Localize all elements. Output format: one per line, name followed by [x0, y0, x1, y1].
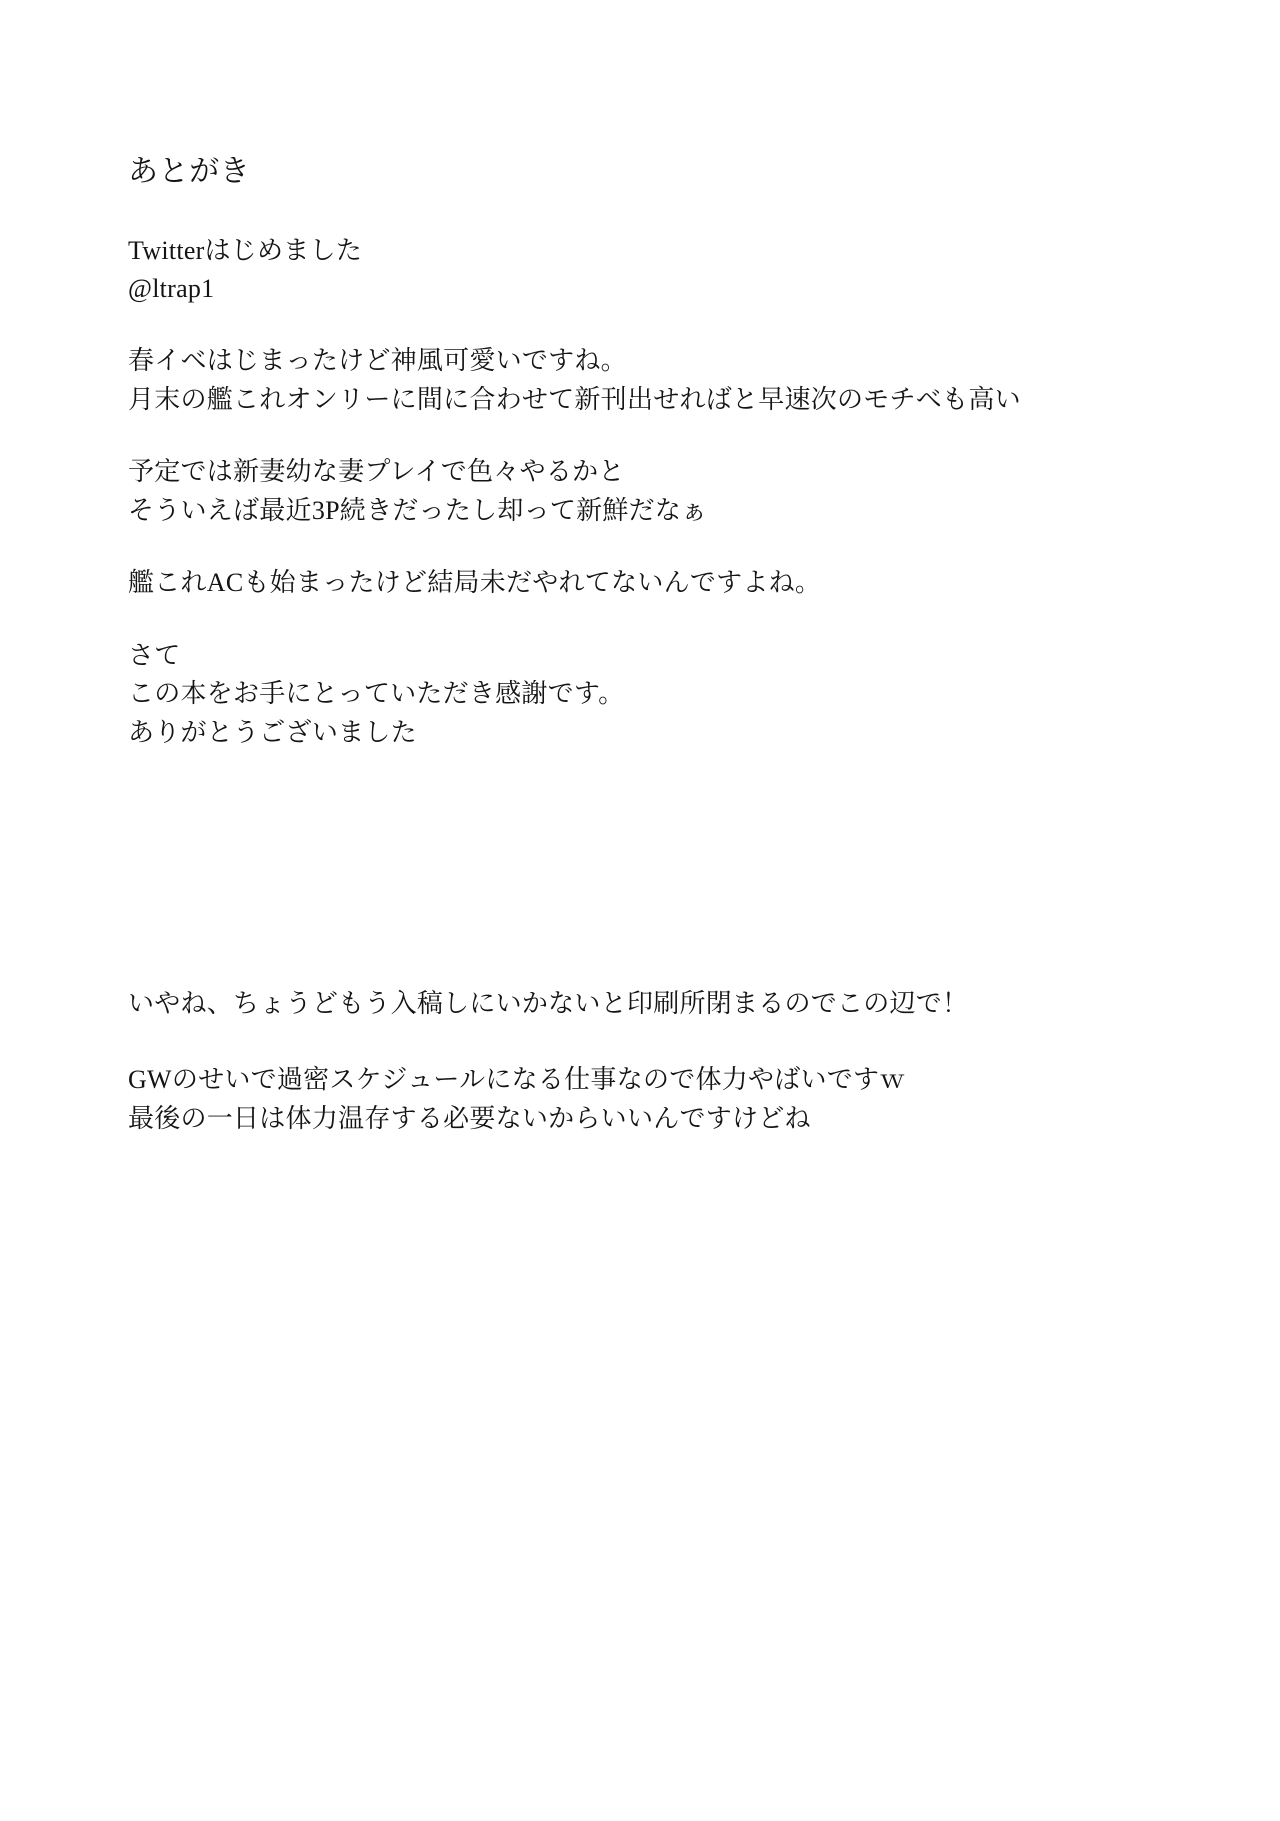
- page-title: あとがき: [128, 155, 251, 188]
- thanks-block-line-0: さて: [128, 640, 181, 670]
- deadline-block: [128, 985, 1178, 1023]
- afterword-upper-section: [128, 150, 1128, 786]
- thanks-block-line-2: ありがとうございました: [128, 717, 417, 747]
- twitter-block: [128, 232, 1128, 309]
- deadline-block-line-0: いやね、ちょうどもう入稿しにいかないと印刷所閉まるのでこの辺で！: [128, 989, 969, 1018]
- plan-block-line-1: そういえば最近3P続きだったし却って新鮮だなぁ: [128, 495, 708, 525]
- spring-event-block-line-0: 春イベはじまったけど神風可愛いですね。: [128, 346, 627, 376]
- plan-block: [128, 453, 1128, 530]
- kancolle-ac-block-line-0: 艦これACも始まったけど結局未だやれてないんですよね。: [128, 568, 822, 598]
- spring-event-block: [128, 342, 1128, 419]
- kancolle-ac-block: [128, 564, 1128, 602]
- gw-block-line-1: 最後の一日は体力温存する必要ないからいいんですけどね: [128, 1103, 811, 1133]
- thanks-block: [128, 637, 1128, 752]
- gw-block-line-0: GWのせいで過密スケジュールになる仕事なので体力やばいですｗ: [128, 1065, 906, 1095]
- twitter-block-line-1: @ltrap1: [128, 273, 215, 303]
- afterword-lower-section: [128, 985, 1178, 1138]
- thanks-block-line-1: この本をお手にとっていただき感謝です。: [128, 679, 625, 709]
- twitter-block-line-0: Twitterはじめました: [128, 235, 363, 265]
- plan-block-line-0: 予定では新妻幼な妻プレイで色々やるかと: [128, 457, 625, 487]
- spring-event-block-line-1: 月末の艦これオンリーに間に合わせて新刊出せればと早速次のモチベも高い: [128, 384, 1021, 414]
- gw-block: [128, 1061, 1178, 1138]
